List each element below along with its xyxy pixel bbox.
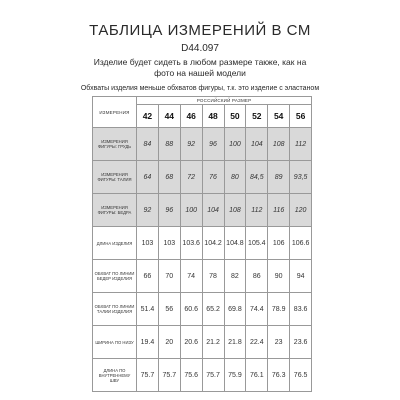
row-label: ОБХВАТ ПО ЛИНИИ ТАЛИИ ИЗДЕЛИЯ [93, 293, 137, 326]
table-cell: 75.7 [158, 359, 180, 392]
table-cell: 92 [137, 194, 159, 227]
row-label: ИЗМЕРЕНИЯ ФИГУРЫ: ТАЛИЯ [93, 161, 137, 194]
table-cell: 116 [268, 194, 290, 227]
measurements-header: ИЗМЕРЕНИЯ [93, 97, 137, 128]
table-row [93, 128, 312, 161]
table-cell: 104.2 [202, 227, 224, 260]
elastane-note: Обхваты изделия меньше обхватов фигуры, т.к. это изделие с эластаном [80, 85, 320, 92]
table-cell: 19.4 [137, 326, 159, 359]
table-cell: 106.6 [290, 227, 312, 260]
table-cell: 23 [268, 326, 290, 359]
table-cell: 64 [137, 161, 159, 194]
table-cell: 88 [158, 128, 180, 161]
table-cell: 103 [137, 227, 159, 260]
table-cell: 84 [137, 128, 159, 161]
size-table [92, 96, 312, 392]
table-cell: 68 [158, 161, 180, 194]
table-cell: 96 [202, 128, 224, 161]
size-header-42: 42 [137, 105, 159, 128]
size-header-44: 44 [158, 105, 180, 128]
size-header-50: 50 [224, 105, 246, 128]
row-label: ИЗМЕРЕНИЯ ФИГУРЫ: БЕДРА [93, 194, 137, 227]
table-body [93, 128, 312, 392]
table-row [93, 293, 312, 326]
table-cell: 100 [180, 194, 202, 227]
table-cell: 112 [290, 128, 312, 161]
table-cell: 108 [224, 194, 246, 227]
table-cell: 96 [158, 194, 180, 227]
russian-size-header: РОССИЙСКИЙ РАЗМЕР [137, 97, 312, 105]
table-cell: 108 [268, 128, 290, 161]
table-row [93, 260, 312, 293]
table-cell: 75.9 [224, 359, 246, 392]
size-header-52: 52 [246, 105, 268, 128]
size-header-48: 48 [202, 105, 224, 128]
table-cell: 105.4 [246, 227, 268, 260]
table-cell: 120 [290, 194, 312, 227]
table-cell: 20.6 [180, 326, 202, 359]
table-cell: 70 [158, 260, 180, 293]
size-header-46: 46 [180, 105, 202, 128]
table-cell: 72 [180, 161, 202, 194]
table-cell: 21.2 [202, 326, 224, 359]
table-cell: 89 [268, 161, 290, 194]
table-cell: 104 [246, 128, 268, 161]
size-header-56: 56 [290, 105, 312, 128]
table-cell: 75.7 [137, 359, 159, 392]
table-cell: 51.4 [137, 293, 159, 326]
table-cell: 78 [202, 260, 224, 293]
table-cell: 75.7 [202, 359, 224, 392]
table-cell: 76.3 [268, 359, 290, 392]
table-cell: 106 [268, 227, 290, 260]
table-cell: 103 [158, 227, 180, 260]
table-cell: 84,5 [246, 161, 268, 194]
table-cell: 60.6 [180, 293, 202, 326]
fit-description: Изделие будет сидеть в любом размере также, как на фото на нашей модели [93, 57, 307, 78]
table-cell: 82 [224, 260, 246, 293]
table-cell: 74.4 [246, 293, 268, 326]
table-cell: 20 [158, 326, 180, 359]
table-cell: 75.6 [180, 359, 202, 392]
table-cell: 92 [180, 128, 202, 161]
table-cell: 23.6 [290, 326, 312, 359]
table-cell: 78.9 [268, 293, 290, 326]
size-header-54: 54 [268, 105, 290, 128]
table-cell: 76.1 [246, 359, 268, 392]
row-label: ДЛИНА ПО ВНУТРЕННЕМУ ШВУ [93, 359, 137, 392]
table-row [93, 359, 312, 392]
table-cell: 22.4 [246, 326, 268, 359]
table-cell: 66 [137, 260, 159, 293]
page-title: ТАБЛИЦА ИЗМЕРЕНИЙ В СМ [89, 22, 311, 39]
table-cell: 76.5 [290, 359, 312, 392]
table-cell: 93,5 [290, 161, 312, 194]
table-cell: 83.6 [290, 293, 312, 326]
table-cell: 80 [224, 161, 246, 194]
table-cell: 90 [268, 260, 290, 293]
product-code: D44.097 [181, 43, 219, 54]
row-label: ДЛИНА ИЗДЕЛИЯ [93, 227, 137, 260]
row-label: ШИРИНА ПО НИЗУ [93, 326, 137, 359]
table-cell: 94 [290, 260, 312, 293]
table-cell: 104 [202, 194, 224, 227]
table-cell: 104.8 [224, 227, 246, 260]
table-cell: 65.2 [202, 293, 224, 326]
table-row [93, 194, 312, 227]
table-row [93, 227, 312, 260]
table-cell: 76 [202, 161, 224, 194]
table-cell: 112 [246, 194, 268, 227]
table-cell: 69.8 [224, 293, 246, 326]
table-cell: 21.8 [224, 326, 246, 359]
table-cell: 100 [224, 128, 246, 161]
table-row [93, 326, 312, 359]
table-row [93, 161, 312, 194]
table-cell: 86 [246, 260, 268, 293]
row-label: ИЗМЕРЕНИЯ ФИГУРЫ: ГРУДЬ [93, 128, 137, 161]
table-cell: 74 [180, 260, 202, 293]
row-label: ОБХВАТ ПО ЛИНИИ БЕДЕР ИЗДЕЛИЯ [93, 260, 137, 293]
table-cell: 103.6 [180, 227, 202, 260]
table-cell: 56 [158, 293, 180, 326]
